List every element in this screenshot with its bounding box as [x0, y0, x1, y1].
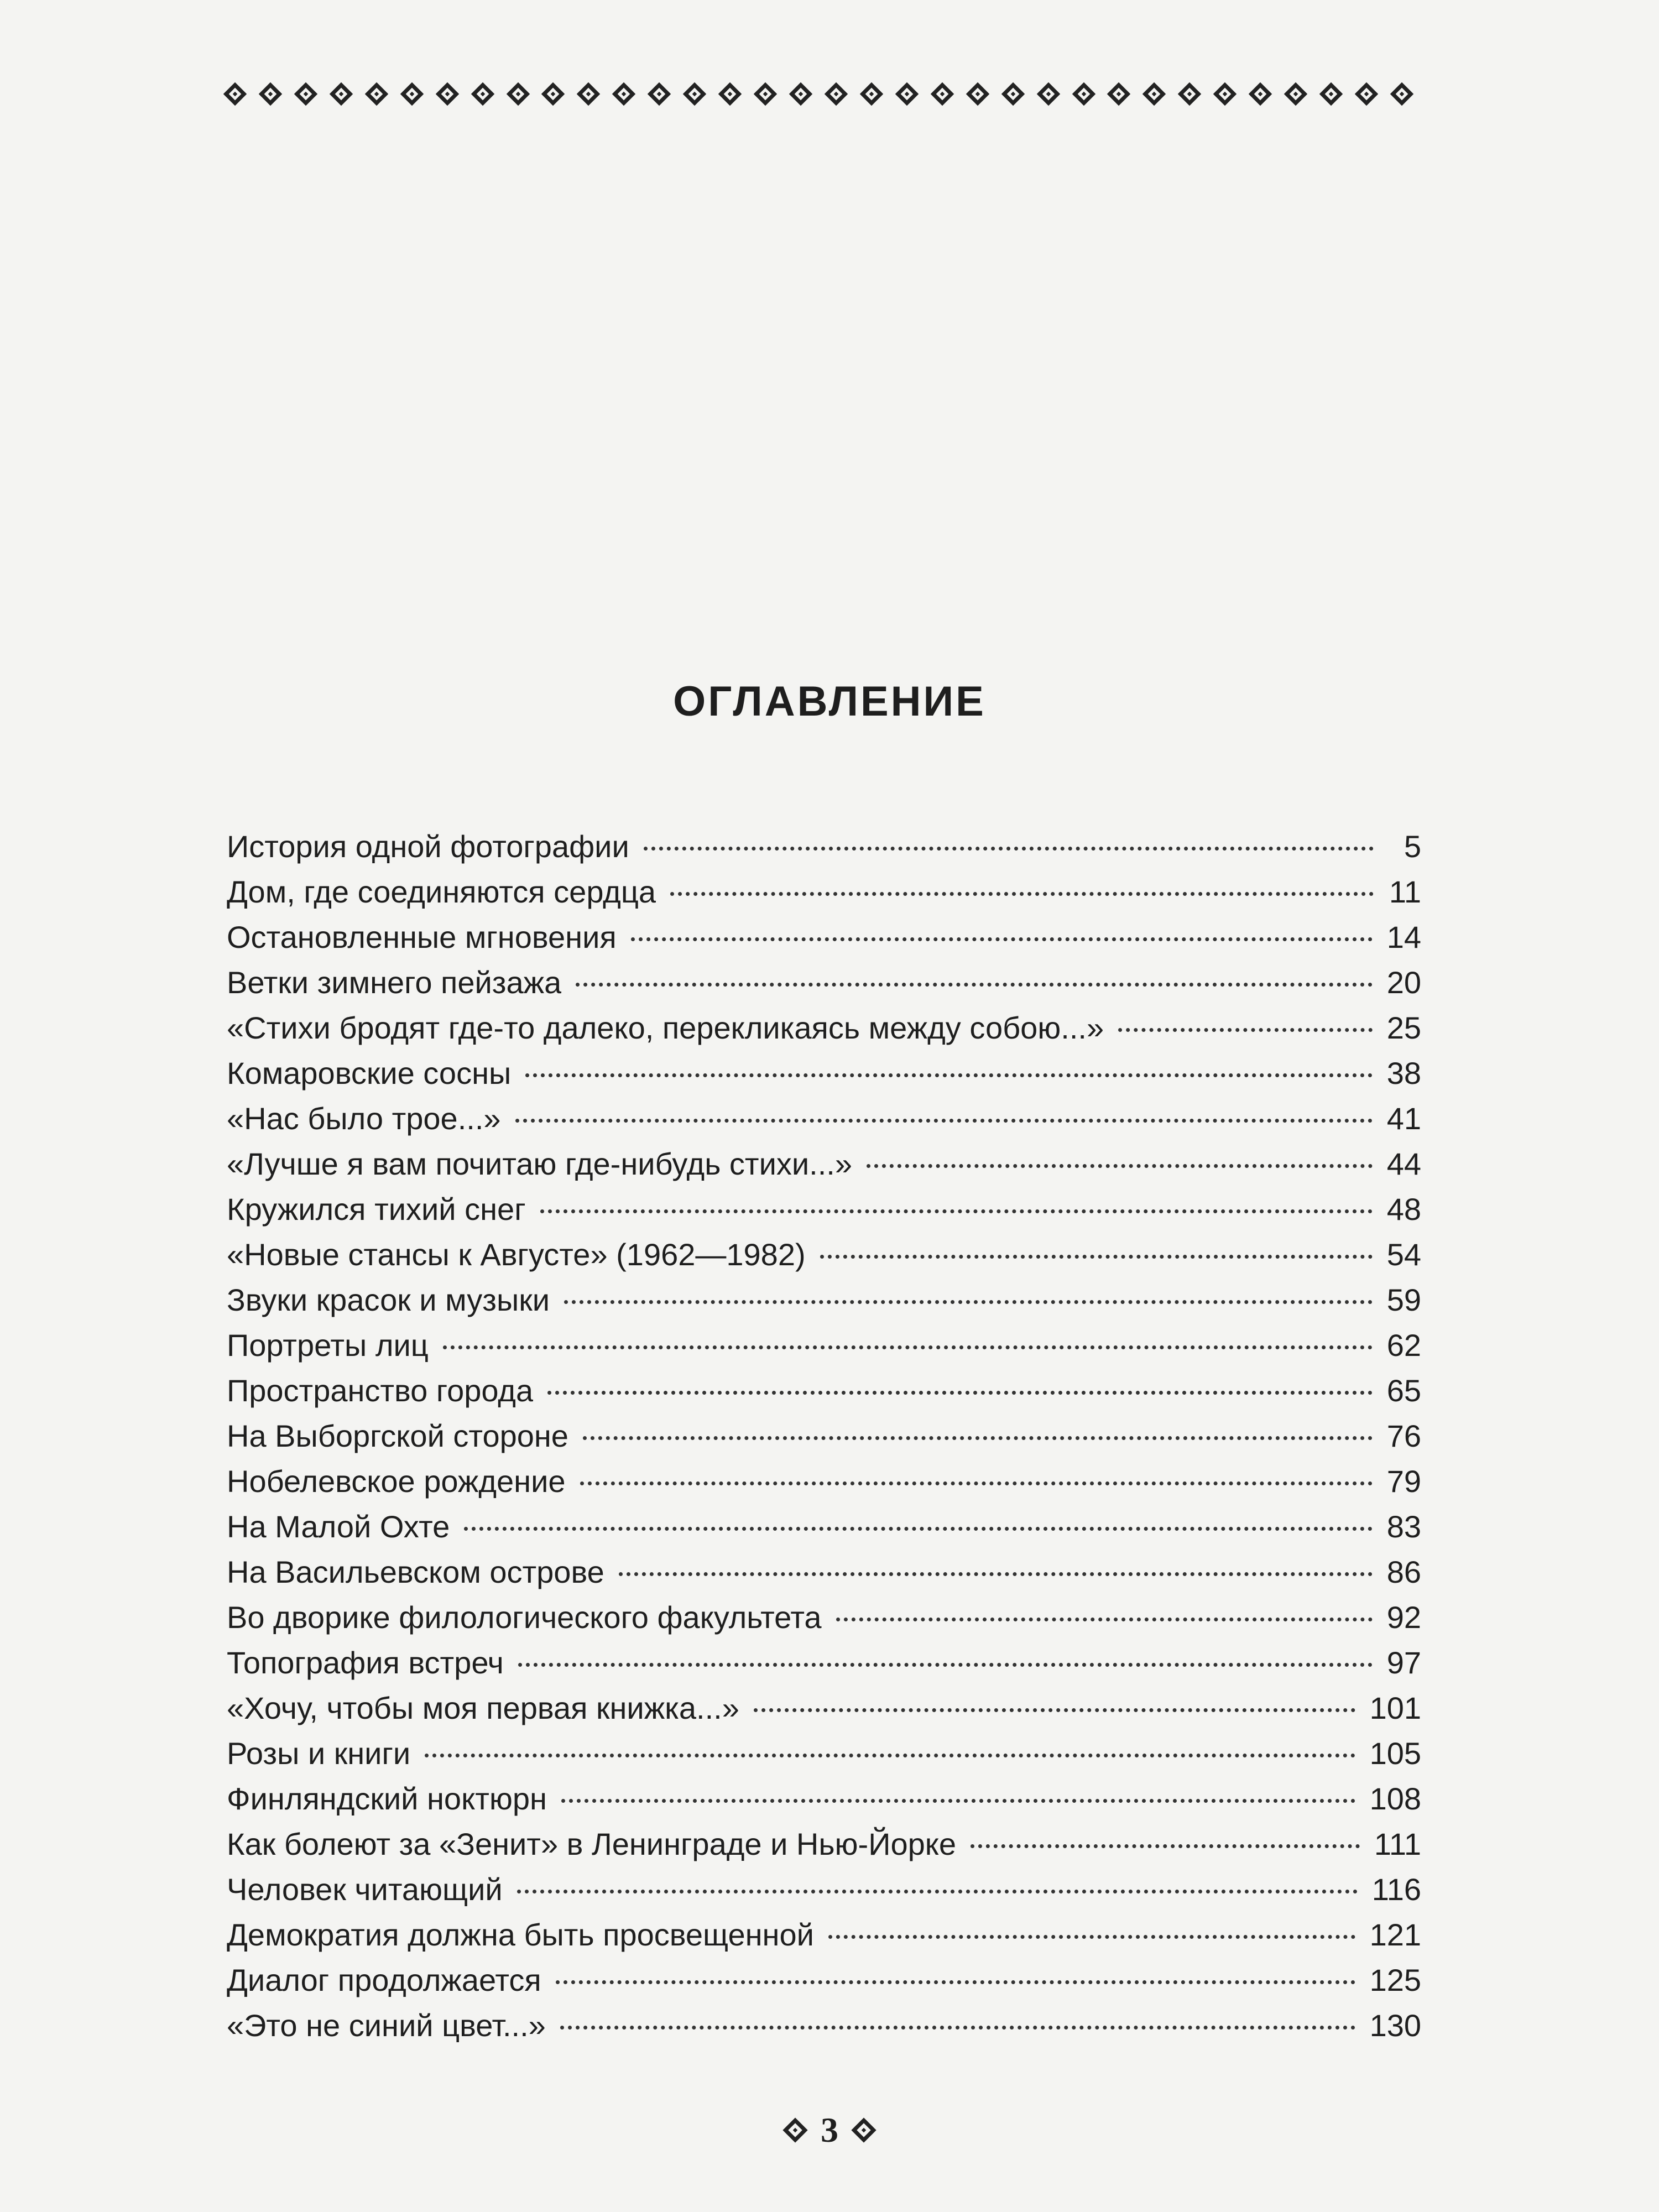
toc-entry-title: «Хочу, чтобы моя первая книжка...»	[227, 1691, 739, 1725]
toc-entry-title: Ветки зимнего пейзажа	[227, 965, 562, 1000]
toc-entry[interactable]	[227, 1368, 1421, 1413]
diamond-ornament-icon	[1072, 82, 1095, 106]
diamond-ornament-icon	[1249, 82, 1272, 106]
diamond-ornament-icon	[400, 82, 423, 106]
toc-entry-title: Звуки красок и музыки	[227, 1282, 550, 1317]
diamond-ornament-icon	[1107, 82, 1130, 106]
dot-leader	[464, 1527, 1372, 1531]
toc-entry-page: 111	[1374, 1827, 1421, 1861]
dot-leader	[754, 1708, 1355, 1712]
diamond-ornament-icon	[577, 82, 600, 106]
toc-entry-title: Кружился тихий снег	[227, 1192, 526, 1227]
toc-entry-title: Остановленные мгновения	[227, 920, 617, 954]
toc-entry-page: 5	[1404, 829, 1421, 864]
page-footer	[0, 2110, 1659, 2151]
toc-entry-title: На Малой Охте	[227, 1509, 450, 1544]
diamond-ornament-icon	[683, 82, 706, 106]
toc-entry-page: 41	[1386, 1101, 1421, 1136]
toc-entry-title: Топография встреч	[227, 1645, 504, 1680]
toc-entry-page: 125	[1369, 1963, 1421, 1997]
toc-entry-page: 101	[1369, 1691, 1421, 1725]
diamond-ornament-icon	[931, 82, 954, 106]
dot-leader	[556, 1980, 1355, 1984]
dot-leader	[820, 1255, 1373, 1259]
table-of-contents	[227, 824, 1421, 2048]
toc-entry-page: 130	[1369, 2008, 1421, 2043]
diamond-ornament-icon	[789, 82, 812, 106]
diamond-ornament-icon	[259, 82, 282, 106]
toc-entry-title: «Это не синий цвет...»	[227, 2008, 546, 2043]
diamond-ornament-icon	[1142, 82, 1166, 106]
toc-entry[interactable]	[227, 1867, 1421, 1912]
toc-entry-page: 79	[1386, 1464, 1421, 1499]
diamond-ornament-icon	[294, 82, 317, 106]
toc-entry[interactable]	[227, 1005, 1421, 1051]
toc-entry-page: 116	[1371, 1872, 1421, 1907]
toc-entry-page: 76	[1386, 1418, 1421, 1453]
dot-leader	[564, 1300, 1373, 1304]
toc-entry-page: 38	[1386, 1056, 1421, 1091]
toc-entry[interactable]	[227, 1187, 1421, 1232]
toc-entry-title: Дом, где соединяются сердца	[227, 874, 656, 909]
toc-entry[interactable]	[227, 1776, 1421, 1822]
toc-entry-title: На Выборгской стороне	[227, 1418, 568, 1453]
dot-leader	[443, 1345, 1373, 1349]
toc-entry-title: «Стихи бродят где-то далеко, перекликаясь между собою...»	[227, 1010, 1104, 1045]
toc-entry[interactable]	[227, 915, 1421, 960]
dot-leader	[576, 983, 1372, 987]
toc-entry-title: Диалог продолжается	[227, 1963, 541, 1997]
toc-entry[interactable]	[227, 2003, 1421, 2048]
toc-entry-title: Демократия должна быть просвещенной	[227, 1917, 814, 1952]
toc-entry[interactable]	[227, 1731, 1421, 1776]
toc-entry[interactable]	[227, 1277, 1421, 1323]
diamond-ornament-icon	[1355, 82, 1378, 106]
toc-entry-title: Финляндский ноктюрн	[227, 1781, 547, 1816]
diamond-ornament-icon	[782, 2117, 807, 2142]
diamond-ornament-icon	[1178, 82, 1201, 106]
toc-entry-page: 44	[1386, 1146, 1421, 1181]
toc-entry-page: 20	[1386, 965, 1421, 1000]
toc-entry-page: 62	[1386, 1328, 1421, 1363]
dot-leader	[836, 1618, 1373, 1621]
toc-entry-title: Розы и книги	[227, 1736, 411, 1771]
toc-entry[interactable]	[227, 1323, 1421, 1368]
diamond-ornament-icon	[506, 82, 529, 106]
toc-entry[interactable]	[227, 1459, 1421, 1504]
diamond-ornament-icon	[471, 82, 494, 106]
toc-entry-title: «Лучше я вам почитаю где-нибудь стихи...»	[227, 1146, 852, 1181]
toc-entry[interactable]	[227, 1096, 1421, 1141]
toc-entry-page: 11	[1389, 874, 1421, 909]
toc-entry[interactable]	[227, 1051, 1421, 1096]
dot-leader	[631, 937, 1373, 941]
toc-entry-title: Комаровские сосны	[227, 1056, 512, 1091]
toc-entry-page: 25	[1386, 1010, 1421, 1045]
toc-entry[interactable]	[227, 1912, 1421, 1958]
toc-entry-title: Во дворике филологического факультета	[227, 1600, 822, 1635]
dot-leader	[1118, 1028, 1373, 1032]
toc-entry-page: 92	[1386, 1600, 1421, 1635]
dot-leader	[670, 892, 1374, 896]
toc-entry-title: «Нас было трое...»	[227, 1101, 501, 1136]
dot-leader	[619, 1572, 1373, 1576]
dot-leader	[540, 1209, 1373, 1213]
dot-leader	[580, 1481, 1373, 1485]
diamond-ornament-icon	[330, 82, 353, 106]
dot-leader	[583, 1436, 1373, 1440]
diamond-ornament-icon	[895, 82, 919, 106]
dot-leader	[828, 1935, 1355, 1939]
toc-entry-title: Человек читающий	[227, 1872, 503, 1907]
toc-entry[interactable]	[227, 1413, 1421, 1459]
toc-entry-title: История одной фотографии	[227, 829, 629, 864]
dot-leader	[561, 1799, 1355, 1803]
toc-entry-page: 65	[1386, 1373, 1421, 1408]
toc-entry-title: Как болеют за «Зенит» в Ленинграде и Нью-Йорке	[227, 1827, 957, 1861]
toc-entry[interactable]	[227, 1232, 1421, 1277]
toc-entry[interactable]	[227, 1550, 1421, 1595]
dot-leader	[547, 1391, 1373, 1395]
dot-leader	[644, 847, 1374, 851]
toc-entry-page: 121	[1369, 1917, 1421, 1952]
page-number: 3	[821, 2110, 838, 2150]
dot-leader	[515, 1119, 1373, 1123]
toc-entry-title: Портреты лиц	[227, 1328, 429, 1363]
toc-entry-title: «Новые стансы к Августе» (1962—1982)	[227, 1237, 806, 1272]
diamond-ornament-icon	[1036, 82, 1060, 106]
page-title: ОГЛАВЛЕНИЕ	[673, 678, 986, 725]
toc-entry-page: 14	[1386, 920, 1421, 954]
toc-entry[interactable]	[227, 1504, 1421, 1550]
toc-entry[interactable]	[227, 1640, 1421, 1686]
toc-entry[interactable]	[227, 1595, 1421, 1640]
diamond-ornament-icon	[612, 82, 635, 106]
toc-entry-page: 108	[1369, 1781, 1421, 1816]
diamond-ornament-icon	[541, 82, 565, 106]
dot-leader	[867, 1164, 1373, 1168]
diamond-ornament-icon	[860, 82, 883, 106]
dot-leader	[425, 1754, 1355, 1757]
toc-entry-page: 48	[1386, 1192, 1421, 1227]
toc-entry[interactable]	[227, 960, 1421, 1005]
toc-entry-page: 83	[1386, 1509, 1421, 1544]
diamond-ornament-icon	[648, 82, 671, 106]
toc-entry-title: Нобелевское рождение	[227, 1464, 566, 1499]
diamond-ornament-icon	[1213, 82, 1237, 106]
diamond-ornament-icon	[223, 82, 247, 106]
dot-leader	[517, 1890, 1358, 1893]
toc-entry-page: 97	[1386, 1645, 1421, 1680]
toc-entry[interactable]	[227, 1141, 1421, 1187]
diamond-ornament-icon	[754, 82, 777, 106]
toc-entry-page: 59	[1386, 1282, 1421, 1317]
diamond-ornament-icon	[825, 82, 848, 106]
diamond-ornament-icon	[851, 2117, 876, 2142]
diamond-ornament-icon	[966, 82, 989, 106]
dot-leader	[560, 2026, 1355, 2030]
top-ornament-border	[227, 77, 1410, 111]
toc-entry[interactable]	[227, 824, 1421, 869]
diamond-ornament-icon	[435, 82, 458, 106]
diamond-ornament-icon	[365, 82, 388, 106]
toc-entry-title: Пространство города	[227, 1373, 534, 1408]
toc-entry[interactable]	[227, 869, 1421, 915]
toc-entry-title: На Васильевском острове	[227, 1554, 604, 1589]
diamond-ornament-icon	[1319, 82, 1343, 106]
toc-entry[interactable]	[227, 1822, 1421, 1867]
diamond-ornament-icon	[1284, 82, 1307, 106]
dot-leader	[971, 1844, 1360, 1848]
diamond-ornament-icon	[1390, 82, 1413, 106]
toc-entry-page: 86	[1386, 1554, 1421, 1589]
toc-entry-page: 105	[1369, 1736, 1421, 1771]
dot-leader	[518, 1663, 1373, 1667]
toc-entry-page: 54	[1386, 1237, 1421, 1272]
toc-entry[interactable]	[227, 1958, 1421, 2003]
diamond-ornament-icon	[1001, 82, 1024, 106]
toc-entry[interactable]	[227, 1686, 1421, 1731]
diamond-ornament-icon	[718, 82, 742, 106]
dot-leader	[525, 1073, 1372, 1077]
